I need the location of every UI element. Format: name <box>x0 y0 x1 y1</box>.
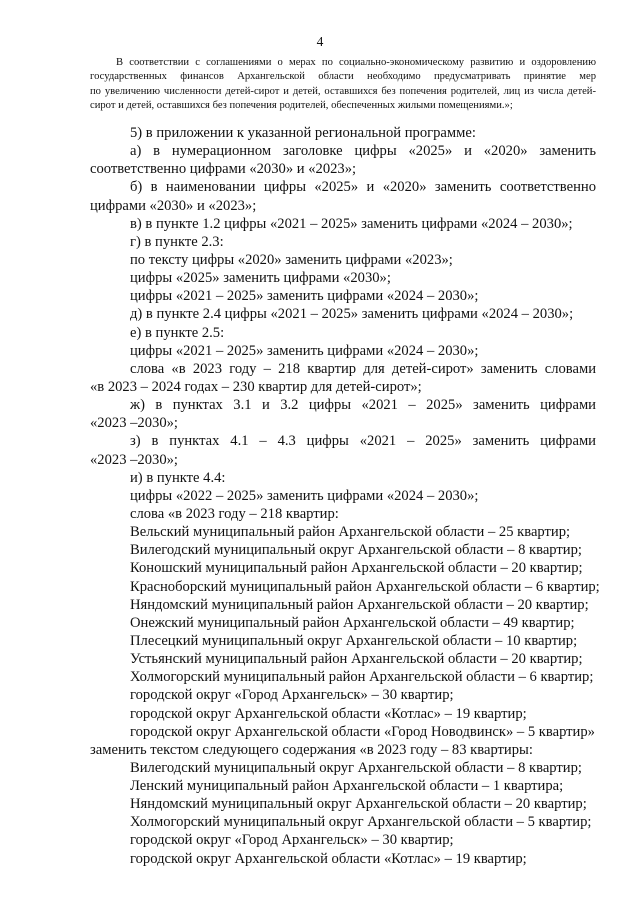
text-line: цифры «2021 – 2025» заменить цифрами «2024 – 2030»; <box>130 342 479 359</box>
quote-line: государственных финансов Архангельской области необходимо предусматривать принятие мер <box>90 71 596 83</box>
text-line: Ленский муниципальный район Архангельской области – 1 квартира; <box>130 778 564 795</box>
quote-line: В соответствии с соглашениями о мерах по социально-экономическому развитию и оздоровлению <box>116 57 596 68</box>
text-line: Устьянский муниципальный район Архангельской области – 20 квартир; <box>130 651 583 668</box>
text-line: цифры «2021 – 2025» заменить цифрами «2024 – 2030»; <box>130 288 479 305</box>
text-line: городской округ «Город Архангельск» – 30 квартир; <box>130 687 454 704</box>
text-line: заменить текстом следующего содержания «в 2023 году – 83 квартиры: <box>90 741 533 758</box>
text-line: Коношский муниципальный район Архангельской области – 20 квартир; <box>130 560 583 577</box>
text-line: д) в пункте 2.4 цифры «2021 – 2025» заменить цифрами «2024 – 2030»; <box>130 306 574 323</box>
text-line: и) в пункте 4.4: <box>130 469 226 486</box>
text-line: цифры «2022 – 2025» заменить цифрами «2024 – 2030»; <box>130 487 479 504</box>
text-line: городской округ «Город Архангельск» – 30 квартир; <box>130 832 454 849</box>
text-line: Няндомский муниципальный район Архангельской области – 20 квартир; <box>130 596 589 613</box>
text-line: в) в пункте 1.2 цифры «2021 – 2025» заменить цифрами «2024 – 2030»; <box>130 215 573 232</box>
text-line: Онежский муниципальный район Архангельской области – 49 квартир; <box>130 614 575 631</box>
text-line: слова «в 2023 году – 218 квартир: <box>130 505 339 522</box>
text-line: Вилегодский муниципальный округ Архангельской области – 8 квартир; <box>130 759 582 776</box>
text-line: соответственно цифрами «2030» и «2023»; <box>90 161 357 178</box>
text-line: 5) в приложении к указанной региональной программе: <box>130 125 476 141</box>
text-line: Вилегодский муниципальный округ Архангельской области – 8 квартир; <box>130 542 582 559</box>
text-line: цифры «2025» заменить цифрами «2030»; <box>130 270 391 287</box>
text-line: по тексту цифры «2020» заменить цифрами «2023»; <box>130 251 453 268</box>
text-line: Вельский муниципальный район Архангельской области – 25 квартир; <box>130 524 571 541</box>
text-line: б) в наименовании цифры «2025» и «2020» заменить соответственно <box>130 179 596 196</box>
quote-line: по увеличению численности детей-сирот и детей, оставшихся без попечения родителей, лиц из числа детей- <box>90 85 596 97</box>
text-line: ж) в пунктах 3.1 и 3.2 цифры «2021 – 2025» заменить цифрами <box>130 397 596 414</box>
text-line: «2023 –2030»; <box>90 415 178 432</box>
text-line: з) в пунктах 4.1 – 4.3 цифры «2021 – 2025» заменить цифрами <box>130 433 596 450</box>
quote-line: сирот и детей, оставшихся без попечения родителей, обеспеченных жилыми помещениями.»; <box>90 100 513 112</box>
text-line: «в 2023 – 2024 годах – 230 квартир для детей-сирот»; <box>90 378 422 395</box>
text-line: е) в пункте 2.5: <box>130 324 225 341</box>
document-body <box>90 124 600 868</box>
text-line: Няндомский муниципальный округ Архангельской области – 20 квартир; <box>130 796 587 813</box>
text-line: Холмогорский муниципальный округ Архангельской области – 5 квартир; <box>130 814 592 831</box>
text-line: городской округ Архангельской области «Котлас» – 19 квартир; <box>130 850 527 867</box>
text-line: а) в нумерационном заголовке цифры «2025» и «2020» заменить <box>130 143 596 160</box>
text-line: Красноборский муниципальный район Архангельской области – 6 квартир; <box>130 578 600 595</box>
text-line: цифрами «2030» и «2023»; <box>90 197 257 214</box>
text-line: слова «в 2023 году – 218 квартир для детей-сирот» заменить словами <box>130 360 596 377</box>
text-line: городской округ Архангельской области «Котлас» – 19 квартир; <box>130 705 527 722</box>
quoted-paragraph <box>90 56 596 114</box>
text-line: г) в пункте 2.3: <box>130 233 224 250</box>
text-line: «2023 –2030»; <box>90 451 178 468</box>
text-line: Холмогорский муниципальный район Архангельской области – 6 квартир; <box>130 669 594 686</box>
text-line: Плесецкий муниципальный округ Архангельской области – 10 квартир; <box>130 632 578 649</box>
page-number: 4 <box>316 34 324 49</box>
text-line: городской округ Архангельской области «Город Новодвинск» – 5 квартир» <box>130 723 595 740</box>
